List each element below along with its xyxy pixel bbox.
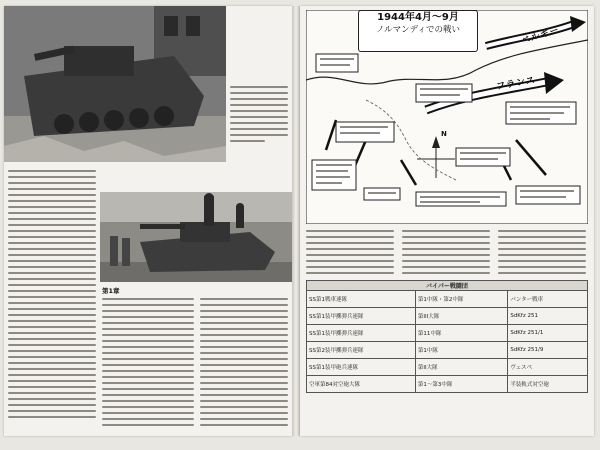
table-cell-detail: 第1中隊・第2中隊 (415, 291, 507, 308)
table-row (307, 359, 588, 376)
right-page-column-2 (402, 230, 490, 278)
left-page (4, 6, 292, 436)
table-cell-unit: SS第1装甲砲兵連隊 (307, 359, 416, 376)
panther-tank-photo (100, 192, 292, 282)
right-page (300, 6, 594, 436)
table-cell-equip: SdKfz 251 (508, 308, 588, 325)
map-label-france: フランス (495, 75, 537, 93)
right-body-column (200, 298, 288, 430)
top-photo-caption (230, 86, 288, 146)
campaign-map (306, 10, 588, 224)
table-cell-detail: 第11中隊 (415, 325, 507, 342)
book-gutter (292, 6, 300, 436)
table-cell-detail: 第1中隊 (415, 342, 507, 359)
table-row (307, 308, 588, 325)
middle-body-column (102, 298, 194, 430)
table-cell-detail: 第1〜第3中隊 (415, 376, 507, 393)
map-title (358, 10, 478, 52)
table-row (307, 325, 588, 342)
map-title-dates: 1944年4月〜9月 (377, 12, 459, 23)
table-cell-equip: 半装軌式対空砲 (508, 376, 588, 393)
table-cell-unit: SS第1装甲擲弾兵連隊 (307, 308, 416, 325)
compass-north-label: N (441, 130, 448, 138)
table-cell-equip: ヴェスペ (508, 359, 588, 376)
tiger-tank-photo (4, 6, 226, 162)
table-cell-unit: SS第2装甲擲弾兵連隊 (307, 342, 416, 359)
table-row (307, 291, 588, 308)
map-title-subtitle: ノルマンディでの戦い (376, 25, 460, 35)
left-body-column (8, 170, 96, 422)
units-table-header: バイパー戦闘団 (307, 281, 588, 291)
chapter-heading: 第1章 (102, 287, 120, 295)
units-table (306, 280, 588, 393)
right-page-column-3 (498, 230, 586, 278)
table-row (307, 376, 588, 393)
table-cell-equip: SdKfz 251/1 (508, 325, 588, 342)
table-cell-detail: 第III大隊 (415, 308, 507, 325)
table-cell-equip: パンター戦車 (508, 291, 588, 308)
right-page-column-1 (306, 230, 394, 278)
table-cell-unit: SS第1戦車連隊 (307, 291, 416, 308)
table-cell-unit: 空軍第84対空砲大隊 (307, 376, 416, 393)
table-cell-detail: 第II大隊 (415, 359, 507, 376)
table-cell-equip: SdKfz 251/9 (508, 342, 588, 359)
map-label-belgium: ベルギー (519, 24, 562, 47)
table-row (307, 342, 588, 359)
table-cell-unit: SS第1装甲擲弾兵連隊 (307, 325, 416, 342)
